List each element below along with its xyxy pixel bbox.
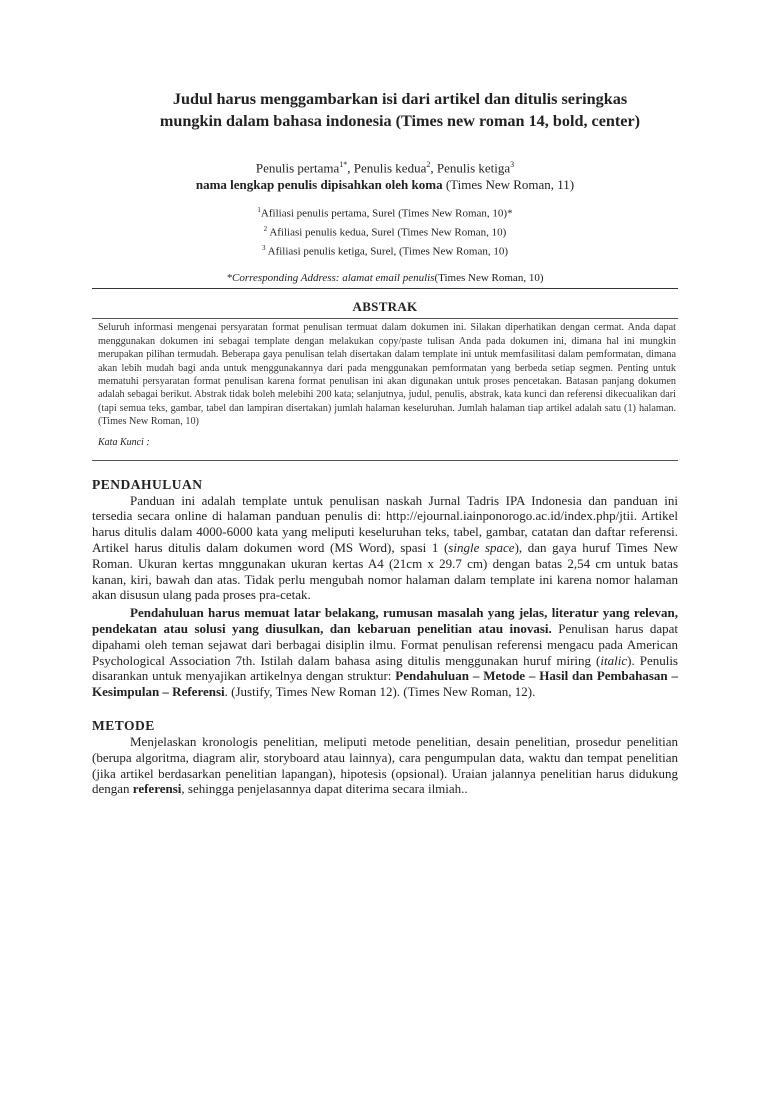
author-third-sup: 3 (510, 160, 515, 169)
text-run-italic: italic (600, 652, 628, 668)
author-second-sup: 2 (426, 160, 431, 169)
author-note (92, 176, 678, 193)
pendahuluan-paragraph-1 (92, 493, 678, 604)
text-run: , sehingga penjelasannya dapat diterima secara ilmiah.. (181, 781, 468, 797)
author-first-sup: 1* (339, 160, 348, 169)
text-run-bold: referensi (132, 781, 182, 797)
section-heading-pendahuluan: PENDAHULUAN (92, 476, 203, 492)
section-heading-metode: METODE (92, 717, 155, 733)
affiliation-text: Afiliasi penulis kedua, Surel (Times New Roman, 10) (267, 226, 507, 239)
metode-paragraph-1 (92, 734, 678, 797)
text-run: ), dan gaya huruf Times New Roman. Ukuran kertas mnggunakan ukuran kertas A4 (21cm x 29.7 cm) dengan batas 2,54 cm untuk batas kanan, kiri, bawah dan atas. Tidak perlu mengubah nomor halaman dalam template ini karena nomor halaman akan disusun ulang pada proses pra-cetak. (92, 539, 678, 603)
document-page (0, 88, 768, 1112)
affiliation-1 (92, 203, 678, 222)
author-second: Penulis kedua (353, 160, 427, 176)
title-line-2: mungkin dalam bahasa indonesia (Times new roman 14, bold, center) (159, 112, 641, 130)
affiliation-3 (92, 241, 678, 260)
author-separator: , (430, 160, 437, 176)
text-run-italic: single space (448, 539, 515, 555)
text-run: . (Justify, Times New Roman 12). (Times New Roman, 12). (224, 684, 536, 700)
affiliation-text: Afiliasi penulis ketiga, Surel, (Times New Roman, 10) (265, 245, 508, 258)
text-run-bold: Pendahuluan harus memuat latar belakang, rumusan masalah yang jelas, literatur yang relevan, pendekatan atau solusi yang diusulkan, dan kebaruan penelitian atau inovasi. (92, 605, 678, 636)
abstract-heading: ABSTRAK (352, 299, 418, 315)
corresponding-italic: *Corresponding Address: alamat email penulis (226, 272, 435, 285)
text-run-bold: Pendahuluan – Metode – Hasil dan Pembahasan – Kesimpulan – Referensi (92, 668, 678, 700)
affiliation-text: Afiliasi penulis pertama, Surel (Times New Roman, 10)* (260, 207, 513, 220)
affiliations (92, 203, 678, 259)
text-run: Panduan ini adalah template untuk penulisan naskah Jurnal Tadris IPA Indonesia dan panduan ini tersedia secara online di halaman panduan penulis di: http://ejournal.iainponorogo.ac.id/index.php/jtii. Artikel harus ditulis dalam 4000-6000 kata yang meliputi keseluruhan teks, tabel, gambar, catatan dan daftar referensi. Artikel harus ditulis dalam dokumen word (MS Word), spasi 1 ( (92, 492, 678, 555)
affiliation-sup: 1 (257, 206, 261, 215)
divider (92, 460, 678, 461)
text-run: Menjelaskan kronologis penelitian, meliputi metode penelitian, desain penelitian, prosedur penelitian (berupa algoritma, diagram alir, storyboard atau lainnya), cara pengumpulan data, waktu dan tempat penelitian (jika artikel berdasarkan penelitian lapangan), hipotesis (opsional). Uraian jalannya penelitian harus didukung dengan (92, 733, 678, 797)
keywords-label: Kata Kunci : (98, 436, 150, 448)
author-list (92, 157, 678, 176)
author-separator: , (347, 160, 354, 176)
divider (92, 318, 678, 319)
text-run: Penulisan harus dapat dipahami oleh teman sejawat dari berbagai disiplin ilmu. Format penulisan referensi mengacu pada American Psychological Association 7th. Istilah dalam bahasa asing ditulis menggunakan huruf miring ( (92, 620, 678, 668)
author-note-rest: (Times New Roman, 11) (442, 177, 575, 193)
pendahuluan-paragraph-2 (92, 605, 678, 700)
abstract-body: Seluruh informasi mengenai persyaratan format penulisan termuat dalam dokumen ini. Silakan diperhatikan dengan cermat. Anda dapat menggunakan dokumen ini sebagai template dengan melakukan copy/paste tulisan Anda pada dokumen ini, dimana hal ini mungkin merupakan pilihan termudah. Beberapa gaya penulisan telah disertakan dalam template ini untuk memfasilitasi dalam pemformatan, dimana akan lebih mudah bagi anda untuk menggunakannya dari pada menggunakan pemformatan yang berbeda setiap segmen. Penting untuk mematuhi persyaratan format penulisan karena format penulisan ini akan digunakan untuk proses pencetakan. Batasan panjang dokumen adalah sebagai berikut. Abstrak tidak boleh melebihi 200 kata; selanjutnya, judul, penulis, abstrak, kata kunci dan referensi dikecualikan dari (tapi semua teks, gambar, tabel dan lampiran disertakan) jumlah halaman keseluruhan. Jumlah halaman tiap artikel adalah satu (1) halaman. (Times New Roman, 10) (98, 322, 676, 428)
article-title (92, 88, 678, 132)
affiliation-sup: 3 (262, 243, 266, 252)
divider (92, 288, 678, 289)
corresponding-address (92, 271, 678, 285)
affiliation-sup: 2 (263, 224, 268, 233)
author-first: Penulis pertama (255, 160, 340, 176)
corresponding-rest: (Times New Roman, 10) (434, 272, 544, 285)
author-note-bold: nama lengkap penulis dipisahkan oleh koma (195, 177, 443, 193)
title-line-1: Judul harus menggambarkan isi dari artikel dan ditulis seringkas (172, 90, 628, 108)
author-third: Penulis ketiga (436, 160, 511, 176)
text-run: ). Penulis disarankan untuk menyajikan artikelnya dengan struktur: (92, 652, 678, 684)
affiliation-2 (92, 222, 678, 241)
